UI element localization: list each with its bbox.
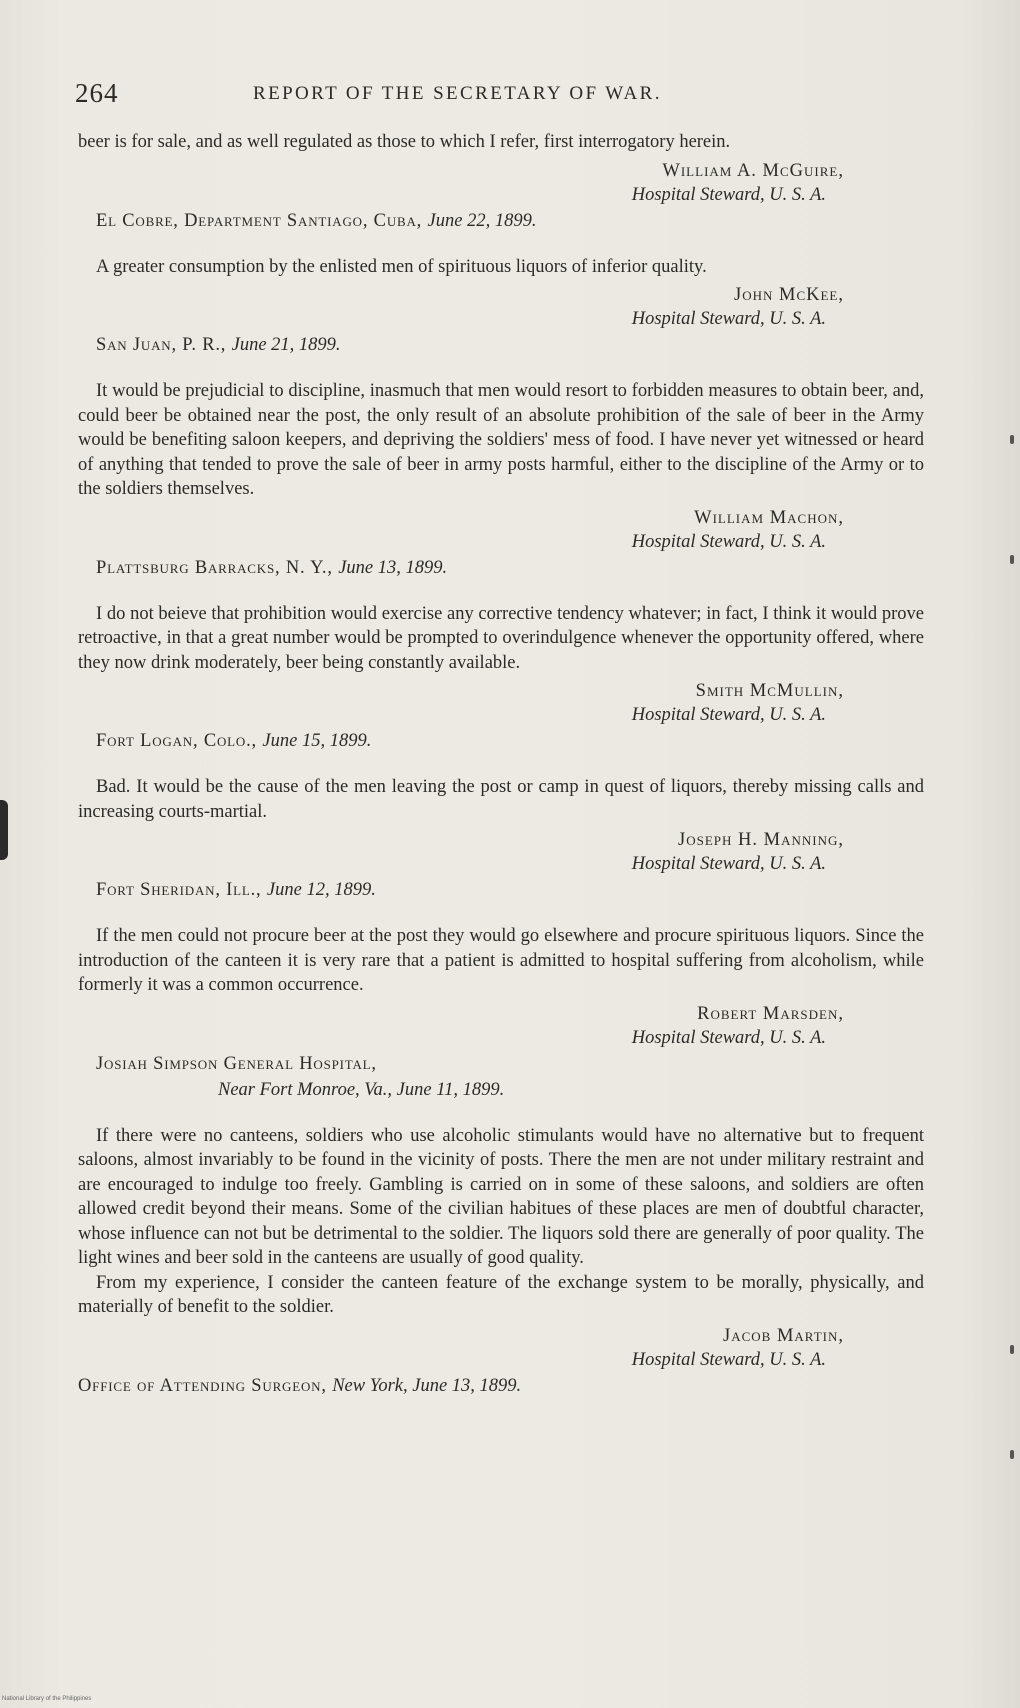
place-line bbox=[96, 333, 341, 358]
signature-block bbox=[78, 502, 924, 582]
paragraph: If there were no canteens, soldiers who use alcoholic stimulants would have no alternative but to frequent saloons, almost invariably to be found in the vicinity of posts. There the men are not under military restraint and are encouraged to indulge too freely. Gambling is carried on in some of these saloons, and soldiers are often allowed credit beyond their means. Some of the civilian habitues of these places are men of doubtful character, whose influence can not but be detrimental to the soldier. The liquors sold there are generally of poor quality. The light wines and beer sold in the canteens are usually of good quality. bbox=[78, 1125, 924, 1268]
signatory-name: Jacob Martin, bbox=[723, 1325, 844, 1346]
letter bbox=[78, 130, 924, 235]
signatory-title: Hospital Steward, U. S. A. bbox=[631, 309, 826, 329]
letter bbox=[78, 775, 924, 904]
place-line bbox=[96, 878, 376, 903]
place: San Juan, P. R., bbox=[96, 335, 227, 355]
scan-footer: National Library of the Philippines bbox=[2, 1696, 92, 1702]
signatory-name: Smith McMullin, bbox=[695, 681, 844, 701]
signatory-name: William A. McGuire, bbox=[662, 160, 844, 181]
edge-mark bbox=[1010, 555, 1014, 564]
signatory-title: Hospital Steward, U. S. A. bbox=[631, 1027, 826, 1048]
place: Josiah Simpson General Hospital, bbox=[96, 1053, 377, 1074]
signatory-title: Hospital Steward, U. S. A. bbox=[631, 705, 826, 725]
paragraph: From my experience, I consider the canteen feature of the exchange system to be morally, physically, and materially of benefit to the soldier. bbox=[78, 1272, 924, 1317]
signatory-name: Joseph H. Manning, bbox=[678, 830, 844, 850]
letter bbox=[78, 255, 924, 360]
signatory-title: Hospital Steward, U. S. A. bbox=[631, 531, 826, 552]
letter bbox=[78, 1124, 924, 1400]
date: June 13, 1899. bbox=[338, 557, 448, 578]
paragraph: A greater consumption by the enlisted men of spirituous liquors of inferior quality. bbox=[96, 256, 707, 277]
date: June 21, 1899. bbox=[231, 335, 341, 355]
edge-mark bbox=[1010, 1345, 1014, 1354]
date: June 22, 1899. bbox=[427, 210, 537, 231]
page-header bbox=[75, 78, 935, 112]
signatory-name: William Machon, bbox=[694, 507, 844, 528]
paragraph: I do not beieve that prohibition would exercise any corrective tendency whatever; in fact, I think it would prove retroactive, in that a great number would be prompted to overindulgence whenever the opportunity offered, where they now drink moderately, beer being constantly available. bbox=[78, 603, 924, 673]
place-line bbox=[96, 209, 536, 234]
place: Office of Attending Surgeon, bbox=[78, 1375, 327, 1396]
signature-block bbox=[78, 675, 924, 755]
paragraph: If the men could not procure beer at the post they would go elsewhere and procure spirituous liquors. Since the introduction of the canteen it is very rare that a patient is admitted to hospital suffering from alcoholism, while formerly it was a common occurrence. bbox=[78, 926, 924, 995]
place: El Cobre, Department Santiago, Cuba, bbox=[96, 210, 423, 231]
paragraph: beer is for sale, and as well regulated as those to which I refer, first interrogatory herein. bbox=[78, 132, 731, 152]
paragraph: It would be prejudicial to discipline, inasmuch that men would resort to forbidden measures to obtain beer, and, could beer be obtained near the post, the only result of an absolute prohibition of the sale of beer in the Army would be benefiting saloon keepers, and depriving the soldiers' mess of food. I have never yet witnessed or heard of anything that tended to prove the sale of beer in army posts harmful, either to the discipline of the Army or to the soldiers themselves. bbox=[78, 381, 924, 499]
date: New York, June 13, 1899. bbox=[332, 1375, 522, 1396]
signatory-name: John McKee, bbox=[734, 285, 844, 305]
page-body bbox=[78, 130, 924, 1400]
place-line-2: Near Fort Monroe, Va., June 11, 1899. bbox=[218, 1079, 505, 1100]
running-head: REPORT OF THE SECRETARY OF WAR. bbox=[253, 83, 662, 104]
date: June 12, 1899. bbox=[266, 880, 376, 900]
signatory-name: Robert Marsden, bbox=[697, 1003, 844, 1024]
letter bbox=[78, 602, 924, 756]
paragraph: Bad. It would be the cause of the men leaving the post or camp in quest of liquors, thereby missing calls and increasing courts-martial. bbox=[78, 777, 924, 822]
letter bbox=[78, 924, 924, 1104]
signature-block bbox=[78, 279, 924, 359]
page-edge-shadow bbox=[0, 800, 8, 860]
signatory-title: Hospital Steward, U. S. A. bbox=[631, 854, 826, 874]
place-line bbox=[96, 729, 371, 754]
place-line bbox=[96, 556, 447, 581]
place: Fort Logan, Colo., bbox=[96, 731, 257, 751]
signature-block bbox=[78, 998, 924, 1104]
signature-block bbox=[78, 155, 924, 235]
signature-block bbox=[78, 1320, 924, 1400]
place: Fort Sheridan, Ill., bbox=[96, 880, 262, 900]
place: Plattsburg Barracks, N. Y., bbox=[96, 557, 333, 578]
signatory-title: Hospital Steward, U. S. A. bbox=[631, 1349, 826, 1370]
letter bbox=[78, 379, 924, 582]
edge-mark bbox=[1010, 435, 1014, 444]
place-line bbox=[78, 1374, 521, 1399]
edge-mark bbox=[1010, 1450, 1014, 1459]
signature-block bbox=[78, 824, 924, 904]
page-number: 264 bbox=[75, 78, 119, 108]
date: June 15, 1899. bbox=[262, 731, 372, 751]
signatory-title: Hospital Steward, U. S. A. bbox=[631, 184, 826, 205]
